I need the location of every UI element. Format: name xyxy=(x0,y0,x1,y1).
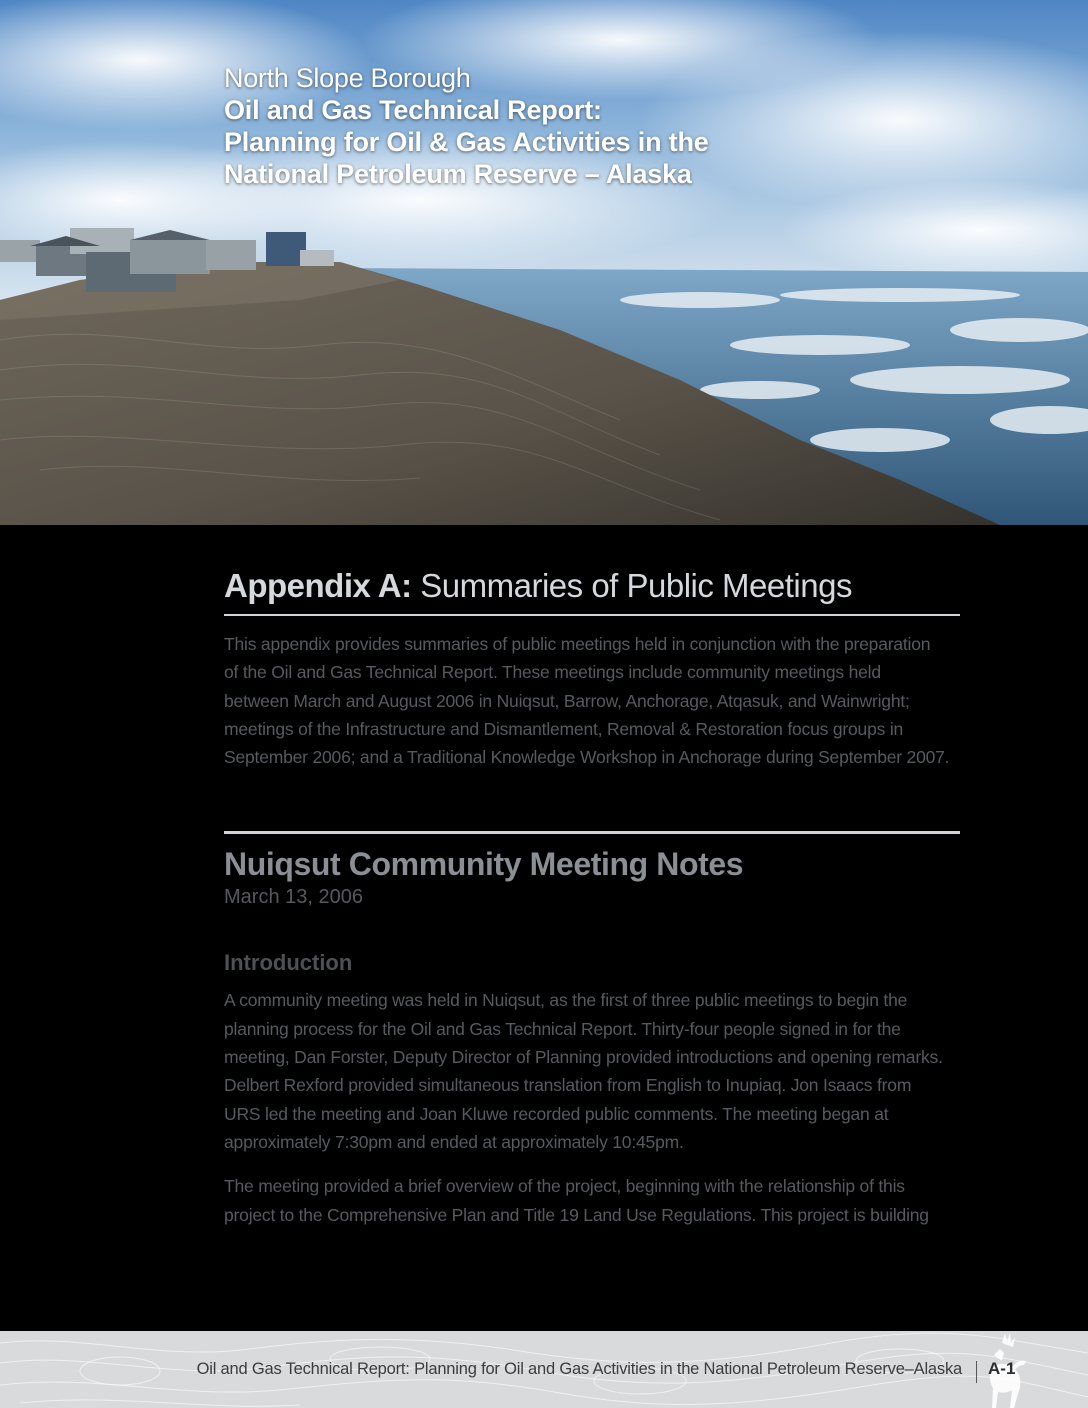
intro-line: of the Oil and Gas Technical Report. These meetings include community meetings held xyxy=(224,662,881,683)
intro-line: This appendix provides summaries of public meetings held in conjunction with the preparation xyxy=(224,634,931,654)
paragraph-line: Delbert Rexford provided simultaneous translation from English to Inupiaq. Jon Isaacs from xyxy=(224,1075,912,1096)
footer-report-title: Oil and Gas Technical Report: Planning for Oil and Gas Activities in the National Petroleum Reserve–Alaska xyxy=(196,1360,962,1378)
paragraph-line: project to the Comprehensive Plan and Title 19 Land Use Regulations. This project is building xyxy=(224,1204,929,1225)
report-title-block xyxy=(224,62,709,190)
heading-divider xyxy=(224,614,960,616)
overview-paragraph xyxy=(224,1172,960,1229)
paragraph-line: URS led the meeting and Joan Kluwe recorded public comments. The meeting began at xyxy=(224,1103,889,1124)
report-title-line-2: Planning for Oil & Gas Activities in the xyxy=(224,127,709,157)
intro-line: between March and August 2006 in Nuiqsut, Barrow, Anchorage, Atqasuk, and Wainwright; xyxy=(224,690,910,711)
page-number: A-1 xyxy=(988,1359,1016,1378)
page-footer xyxy=(0,1331,1088,1408)
introduction-subhead: Introduction xyxy=(224,950,353,976)
section-divider xyxy=(224,831,960,834)
paragraph-line: planning process for the Oil and Gas Technical Report. Thirty-four people signed in for the xyxy=(224,1018,901,1039)
paragraph-line: approximately 7:30pm and ended at approximately 10:45pm. xyxy=(224,1131,684,1152)
paragraph-line: A community meeting was held in Nuiqsut, as the first of three public meetings to begin the xyxy=(224,990,908,1011)
introduction-paragraph xyxy=(224,986,960,1156)
hero-image xyxy=(0,0,1088,525)
appendix-label: Appendix A: xyxy=(224,567,412,604)
report-title-line-1: Oil and Gas Technical Report: xyxy=(224,95,602,125)
report-title-line-3: National Petroleum Reserve – Alaska xyxy=(224,159,692,189)
appendix-intro-paragraph xyxy=(224,630,960,771)
appendix-title: Summaries of Public Meetings xyxy=(420,567,852,604)
paragraph-line: meeting, Dan Forster, Deputy Director of Planning provided introductions and opening remarks. xyxy=(224,1047,943,1068)
intro-line: meetings of the Infrastructure and Dismantlement, Removal & Restoration focus groups in xyxy=(224,718,904,739)
paragraph-line: The meeting provided a brief overview of the project, beginning with the relationship of this xyxy=(224,1176,905,1197)
section-date: March 13, 2006 xyxy=(224,886,363,909)
intro-line: September 2006; and a Traditional Knowledge Workshop in Anchorage during September 2007. xyxy=(224,747,950,768)
footer-separator xyxy=(976,1361,977,1383)
appendix-heading xyxy=(224,560,960,612)
organization-name: North Slope Borough xyxy=(224,63,471,93)
section-title: Nuiqsut Community Meeting Notes xyxy=(224,846,744,883)
main-content xyxy=(224,560,960,1229)
